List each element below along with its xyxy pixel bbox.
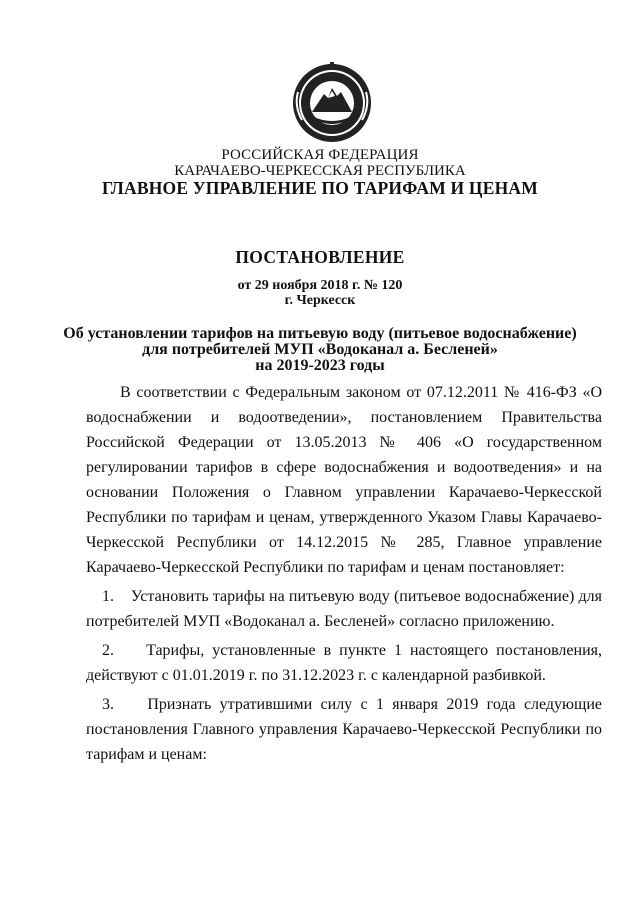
item-text: Тарифы, установленные в пункте 1 настоящего постановления, действуют с 01.01.2019 г. по 31.12.2023 г. с календарной разбивкой. [86,642,603,684]
item-number: 3. [102,696,114,713]
document-type-title: ПОСТАНОВЛЕНИЕ [235,247,405,267]
header-republic: КАРАЧАЕВО-ЧЕРКЕССКАЯ РЕСПУБЛИКА [174,163,466,179]
document-place: г. Черкесск [284,293,356,308]
item-text: Признать утратившими силу с 1 января 2019 года следующие постановления Главного управления Карачаево-Черкесской Республики по тарифам и ценам: [86,696,602,763]
item-text: Установить тарифы на питьевую воду (питьевое водоснабжение) для потребителей МУП «Водоканал а. Бесленей» согласно приложению. [86,588,602,630]
item-number: 1. [102,588,114,605]
list-item [86,692,602,767]
list-item [86,584,602,634]
list-item [86,638,602,688]
document-subject-line-3: на 2019-2023 годы [255,357,385,374]
document-subject-line-2: для потребителей МУП «Водоканал а. Бесленей» [142,341,498,358]
item-number: 2. [102,642,114,659]
header-country: РОССИЙСКАЯ ФЕДЕРАЦИЯ [221,147,419,163]
preamble-paragraph: В соответствии с Федеральным законом от 07.12.2011 № 416-ФЗ «О водоснабжении и водоотведении», постановлением Правительства Российской Федерации от 13.05.2013 № 406 «О государственном регулировании тарифов в сфере водоснабжения и водоотведения» и на основании Положения о Главном управлении Карачаево-Черкесской Республики по тарифам и ценам, утвержденного Указом Главы Карачаево-Черкесской Республики от 14.12.2015 № 285, Главное управление Карачаево-Черкесской Республики по тарифам и ценам постановляет: [86,384,602,576]
header-agency: ГЛАВНОЕ УПРАВЛЕНИЕ ПО ТАРИФАМ И ЦЕНАМ [102,178,538,198]
document-date-number: от 29 ноября 2018 г. № 120 [237,278,403,293]
coat-of-arms-icon [290,62,374,144]
document-body [86,380,602,767]
document-subject-line-1: Об установлении тарифов на питьевую воду (питьевое водоснабжение) [63,325,577,342]
